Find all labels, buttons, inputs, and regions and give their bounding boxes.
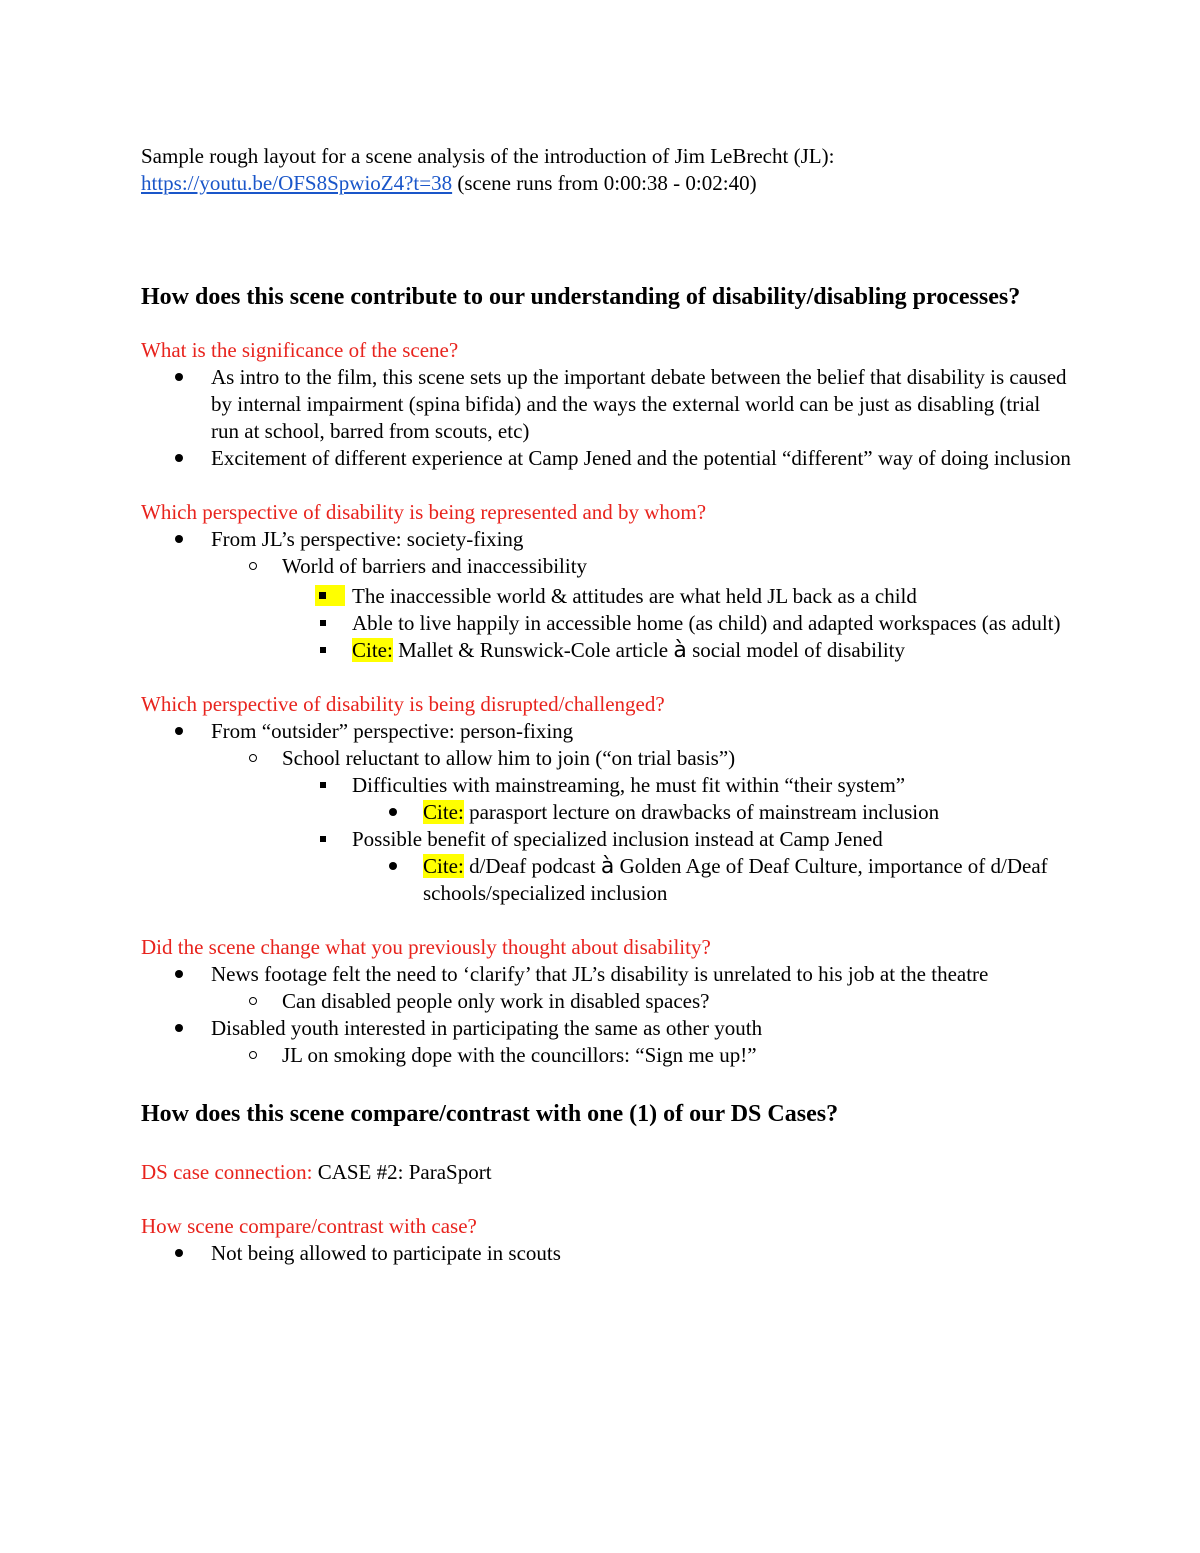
- intro-text: [141, 143, 1071, 197]
- list-item: Cite: d/Deaf podcast à Golden Age of Deaf Culture, importance of d/Deaf schools/specialized inclusion: [423, 854, 1048, 905]
- heading-compare: How does this scene compare/contrast with one (1) of our DS Cases?: [141, 1101, 839, 1127]
- list-item: Able to live happily in accessible home (as child) and adapted workspaces (as adult): [352, 611, 1061, 635]
- list-item: Cite: parasport lecture on drawbacks of mainstream inclusion: [423, 800, 940, 824]
- question-significance: What is the significance of the scene?: [141, 338, 459, 362]
- case-connection-value: CASE #2: ParaSport: [312, 1160, 492, 1184]
- list-item: From JL’s perspective: society-fixing: [211, 527, 524, 551]
- arrow-glyph: à: [600, 854, 615, 879]
- cite-highlight: Cite:: [352, 638, 393, 662]
- list-item: From “outsider” perspective: person-fixing: [211, 719, 574, 743]
- list-item: Not being allowed to participate in scouts: [211, 1241, 561, 1265]
- youtube-link[interactable]: https://youtu.be/OFS8SpwioZ4?t=38: [141, 171, 453, 195]
- list-item: As intro to the film, this scene sets up the important debate between the belief that disability is caused by internal impairment (spina bifida) and the ways the external world can be just as disabling (trial run at school, barred from scouts, etc): [211, 365, 1067, 443]
- list-item: Possible benefit of specialized inclusion instead at Camp Jened: [352, 827, 883, 851]
- list-item: Excitement of different experience at Camp Jened and the potential “different” way of doing inclusion: [211, 446, 1071, 470]
- list-item: Difficulties with mainstreaming, he must fit within “their system”: [352, 773, 906, 797]
- list-item: School reluctant to allow him to join (“on trial basis”): [282, 746, 736, 770]
- list-item: News footage felt the need to ‘clarify’ that JL’s disability is unrelated to his job at the theatre: [211, 962, 989, 986]
- case-connection-label: DS case connection:: [141, 1160, 313, 1184]
- list-item: JL on smoking dope with the councillors: “Sign me up!”: [282, 1043, 757, 1067]
- scene-time-range: (scene runs from 0:00:38 - 0:02:40): [452, 171, 757, 195]
- changed-list: [141, 961, 1071, 1069]
- disrupted-list: [141, 718, 1071, 907]
- heading-understanding: How does this scene contribute to our understanding of disability/disabling processes?: [141, 284, 1021, 310]
- compare-list: [141, 1240, 1071, 1267]
- list-item: World of barriers and inaccessibility: [282, 554, 588, 578]
- square-bullet-icon: [315, 583, 345, 610]
- question-represented: Which perspective of disability is being represented and by whom?: [141, 500, 707, 524]
- list-item: The inaccessible world & attitudes are what held JL back as a child: [141, 583, 1071, 610]
- question-disrupted: Which perspective of disability is being disrupted/challenged?: [141, 692, 665, 716]
- represented-list: [141, 526, 1071, 664]
- question-compare: How scene compare/contrast with case?: [141, 1214, 477, 1238]
- cite-highlight: Cite:: [423, 800, 464, 824]
- list-item: Disabled youth interested in participating the same as other youth: [211, 1016, 763, 1040]
- document-page: [141, 143, 1071, 1267]
- list-item: Can disabled people only work in disabled spaces?: [282, 989, 710, 1013]
- intro-line: Sample rough layout for a scene analysis of the introduction of Jim LeBrecht (JL):: [141, 144, 835, 168]
- significance-list: [141, 364, 1071, 472]
- list-item: Cite: Mallet & Runswick-Cole article à social model of disability: [352, 638, 905, 663]
- arrow-glyph: à: [673, 638, 687, 663]
- question-changed: Did the scene change what you previously thought about disability?: [141, 935, 711, 959]
- cite-highlight: Cite:: [423, 854, 464, 878]
- case-connection: [141, 1159, 1071, 1186]
